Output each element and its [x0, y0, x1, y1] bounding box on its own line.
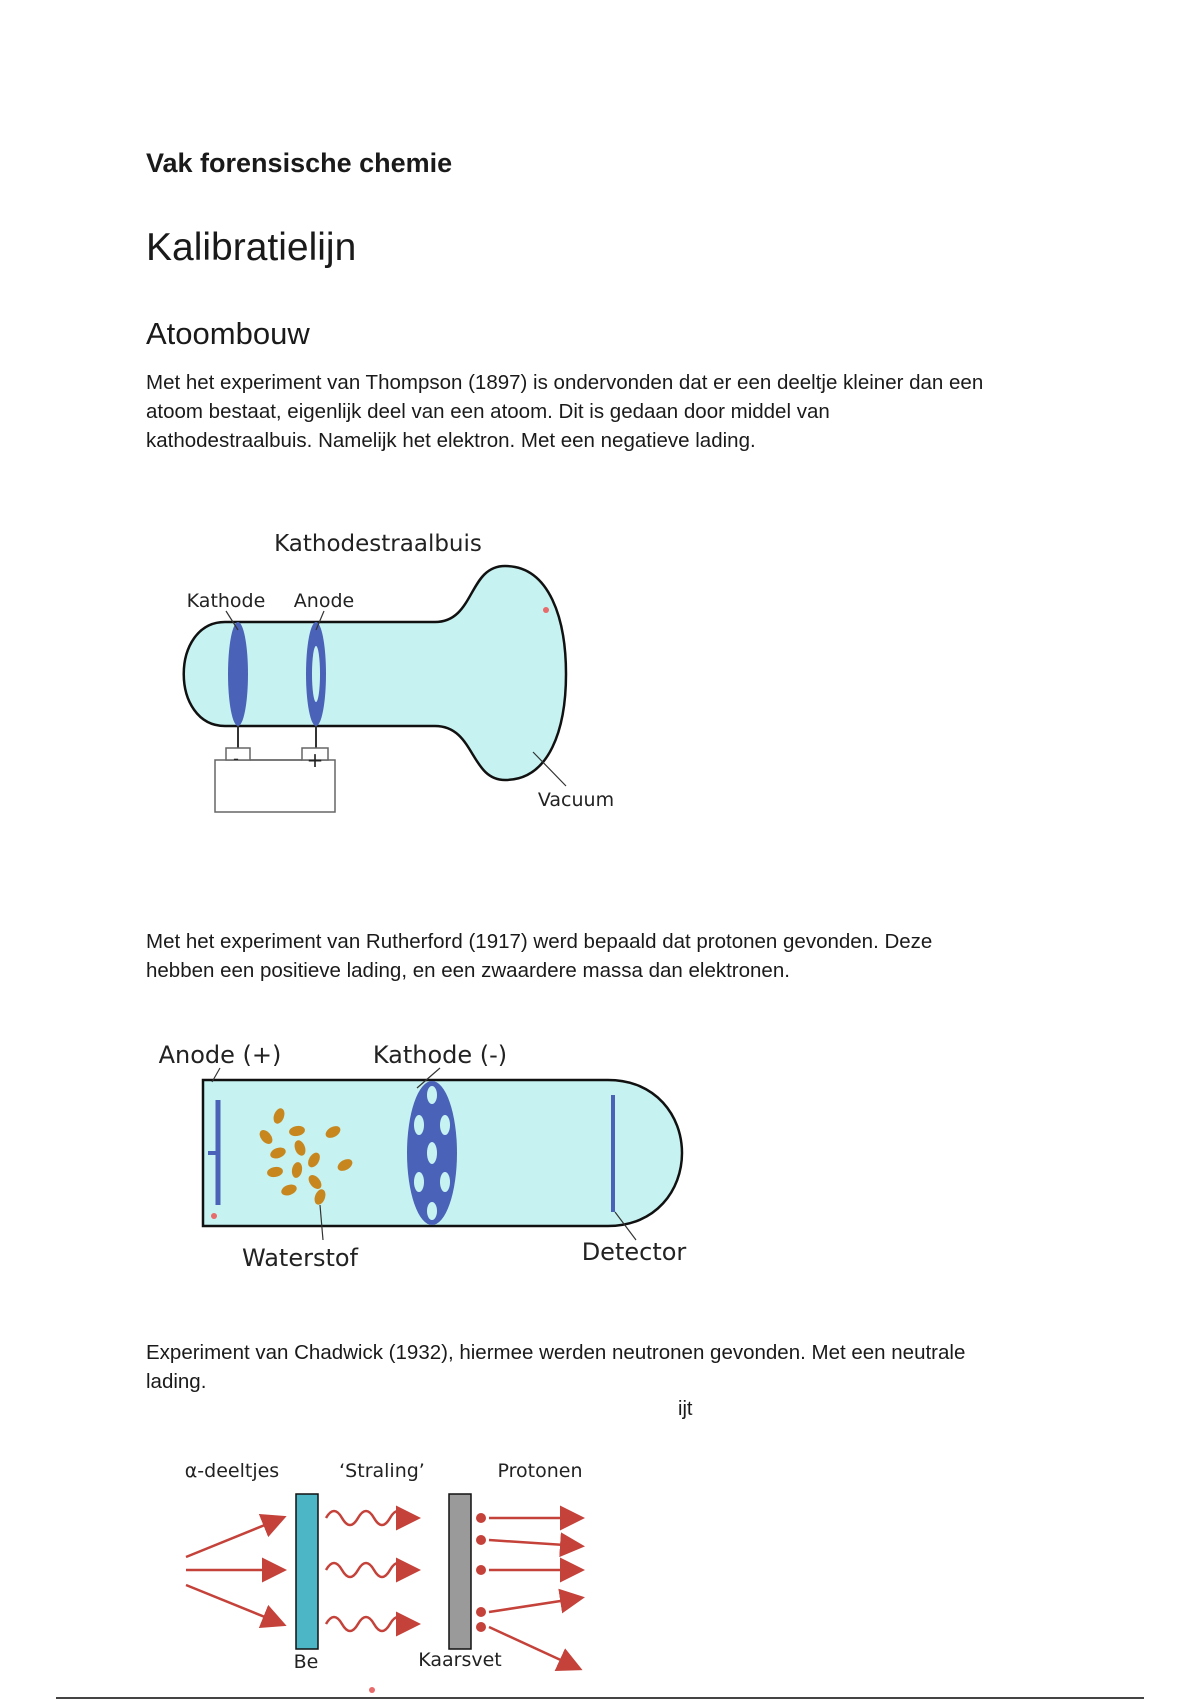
detector-label: Detector	[581, 1238, 687, 1266]
paragraph-line: Experiment van Chadwick (1932), hiermee werden neutronen gevonden. Met een neutrale	[146, 1341, 966, 1364]
course-title: Vak forensische chemie	[146, 148, 453, 178]
plus-sign: +	[306, 748, 324, 772]
wax-label: Kaarsvet	[418, 1649, 502, 1671]
paragraph-line: hebben een positieve lading, en een zwaardere massa dan elektronen.	[146, 959, 790, 982]
paragraph-line: atoom bestaat, eigenlijk deel van een atoom. Dit is gedaan door middel van	[146, 400, 830, 423]
anode-label: Anode (+)	[158, 1041, 282, 1069]
paragraph-line: lading.	[146, 1370, 207, 1393]
document-title: Kalibratielijn	[146, 226, 357, 269]
wax-plate	[449, 1494, 471, 1649]
proton-arrows	[489, 1518, 580, 1668]
stray-text: ijt	[678, 1398, 693, 1420]
anode-label: Anode	[293, 590, 355, 612]
figure-title: Kathodestraalbuis	[274, 531, 482, 557]
paragraph-line: Met het experiment van Thompson (1897) is ondervonden dat er een deeltje kleiner dan een	[146, 371, 984, 394]
paragraph-line: kathodestraalbuis. Namelijk het elektron. Met een negatieve lading.	[146, 429, 756, 452]
section-title: Atoombouw	[146, 316, 310, 351]
paragraph-line: Met het experiment van Rutherford (1917) werd bepaald dat protonen gevonden. Deze	[146, 930, 933, 953]
proton-dots	[476, 1513, 486, 1632]
radiation-waves	[326, 1511, 416, 1631]
cathode-label: Kathode (-)	[372, 1041, 508, 1069]
protons-label: Protonen	[497, 1460, 583, 1482]
alpha-arrows	[186, 1518, 282, 1624]
radiation-label: ‘Straling’	[339, 1460, 425, 1482]
page-bottom-rule	[56, 1697, 1144, 1699]
cathode-label: Kathode	[186, 590, 266, 612]
minus-sign: -	[233, 749, 239, 768]
beryllium-plate	[296, 1494, 318, 1649]
vacuum-label: Vacuum	[537, 789, 615, 811]
be-label: Be	[293, 1651, 319, 1673]
hydrogen-label: Waterstof	[242, 1244, 358, 1272]
alpha-label: α-deeltjes	[184, 1460, 280, 1482]
